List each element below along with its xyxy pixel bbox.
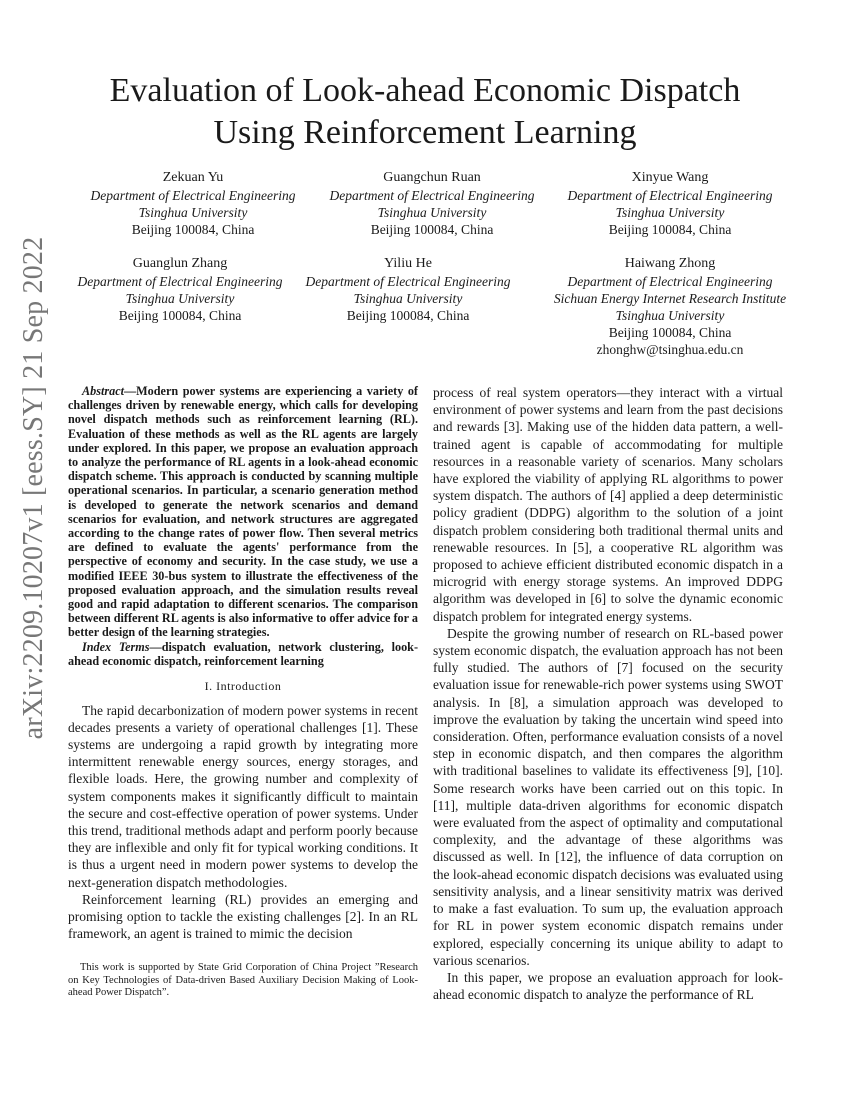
author-university: Sichuan Energy Internet Research Institute — [553, 291, 787, 306]
author-block — [545, 169, 795, 238]
index-terms-text: —dispatch evaluation, network clustering, look-ahead economic dispatch, reinforcement learning — [68, 639, 418, 668]
abstract-text: —Modern power systems are experiencing a variety of challenges driven by renewable energy, which calls for developing novel dispatch methods such as reinforcement learning (RL). Evaluation of these methods as well as the RL agents are largely under explored. In this paper, we propose an evaluation approach to analyze the performance of RL agents in a look-ahead economic dispatch scheme. This approach is conducted by scanning multiple operational scenarios. In particular, a scenario generation method is developed to generate the network scenarios and demand scenarios for evaluation, and network structures are aggregated according to the change rates of power flow. Then several metrics are defined to evaluate the agents' performance from the perspective of economy and security. In the case study, we use a modified IEEE 30-bus system to illustrate the effectiveness of the proposed evaluation approach, and the simulation results reveal good and rapid adaptation to different scenarios. The comparison between different RL agents is also informative to offer advice for a better design of the learning strategies. — [68, 384, 418, 640]
author-university: Tsinghua University — [615, 205, 725, 220]
author-university: Tsinghua University — [138, 205, 248, 220]
paragraph: The rapid decarbonization of modern power systems in recent decades presents a variety of operational challenges [1]. These systems are undergoing a rapid growth by integrating more intermittent renewable energy sources, energy storages, and flexible loads. Here, the growing number and complexity of system components makes it significantly difficult to maintain the secure and cost-effective operation of power systems. Under this trend, traditional methods adapt and perform poorly because they are inflexible and only fit for typical working conditions. It is thus a urgent need in modern power systems to develop the next-generation dispatch methodologies. — [68, 702, 418, 890]
author-city: Beijing 100084, China — [131, 222, 255, 237]
abstract — [68, 384, 418, 640]
paper-title — [80, 70, 770, 154]
author-dept: Department of Electrical Engineering — [329, 188, 535, 203]
author-university: Tsinghua University — [377, 205, 487, 220]
paragraph: In this paper, we propose an evaluation approach for look-ahead economic dispatch to analyze the performance of RL — [433, 969, 783, 1003]
author-name: Yiliu He — [384, 256, 432, 271]
title-line-2: Using Reinforcement Learning — [213, 114, 637, 151]
author-block — [68, 169, 318, 238]
author-block — [307, 169, 557, 238]
author-name: Guanglun Zhang — [132, 256, 228, 271]
author-name: Guangchun Ruan — [383, 170, 481, 185]
arxiv-id: arXiv:2209.10207v1 [eess.SY] 21 Sep 2022 — [18, 236, 49, 739]
section-heading: I. Introduction — [204, 679, 282, 694]
author-university: Tsinghua University — [125, 291, 235, 306]
footnote — [68, 962, 418, 1000]
author-dept: Department of Electrical Engineering — [567, 188, 773, 203]
author-university: Tsinghua University — [353, 291, 463, 306]
author-email: zhonghw@tsinghua.edu.cn — [596, 342, 744, 357]
author-block — [525, 255, 815, 358]
left-column — [68, 384, 418, 942]
author-city: Beijing 100084, China — [346, 308, 470, 323]
author-dept: Department of Electrical Engineering — [567, 274, 773, 289]
index-terms-label: Index Terms — [82, 639, 150, 654]
paragraph: process of real system operators—they interact with a virtual environment of power systems and learn from the past decisions and rewards [3]. Making use of the hidden data pattern, a well-trained agent is capable of accommodating for multiple resources in a reasonable variety of scenarios. Many scholars have explored the viability of applying RL algorithms to power system dispatch. The authors of [4] applied a deep deterministic policy gradient (DDPG) algorithm to the solution of a joint dispatch problem considering both traditional thermal units and renewable resources. In [5], a cooperative RL algorithm was proposed to achieve efficient distributed economic dispatch in a microgrid with energy storage systems. An improved DDPG algorithm was developed in [6] to solve the dynamic economic dispatch problem for integrated energy systems. — [433, 385, 783, 624]
author-name: Zekuan Yu — [162, 170, 224, 185]
author-city: Beijing 100084, China — [370, 222, 494, 237]
author-dept: Department of Electrical Engineering — [77, 274, 283, 289]
author-dept: Department of Electrical Engineering — [305, 274, 511, 289]
right-column — [433, 384, 783, 1003]
paragraph: Despite the growing number of research on RL-based power system economic dispatch, the evaluation approach has not been fully studied. The authors of [7] focused on the security evaluation issue for renewable-rich power systems using SWOT analysis. In [8], a simulation approach was developed to improve the evaluation by taking the uncertain wind speed into consideration. Often, performance evaluation consists of a novel step in economic dispatch, and then compares the algorithm with traditional baselines to validate its effectiveness [9], [10]. Some research works have been carried out on this topic. In [11], multiple data-driven algorithms for economic dispatch were evaluated from the aspect of optimality and computational complexity, and the advantage of these algorithms was discussed as well. In [12], the influence of data corruption on the look-ahead economic dispatch decisions was evaluated using sensitivity analysis, and a linear sensitivity matrix was derived to make a fast evaluation. To sum up, the evaluation approach for RL in power system economic dispatch remains under explored, especially concerning its unique ability to adapt to various scenarios. — [433, 625, 783, 968]
author-name: Haiwang Zhong — [624, 256, 716, 271]
author-name: Xinyue Wang — [631, 170, 709, 185]
author-city: Beijing 100084, China — [118, 308, 242, 323]
footnote-text: This work is supported by State Grid Corporation of China Project ”Research on Key Technologies of Data-driven Based Auxiliary Decision Making of Look-ahead Power Dispatch”. — [68, 962, 418, 998]
index-terms — [68, 640, 418, 668]
author-city: Beijing 100084, China — [608, 222, 732, 237]
title-line-1: Evaluation of Look-ahead Economic Dispatch — [109, 72, 741, 109]
author-university-2: Tsinghua University — [615, 308, 725, 323]
arxiv-watermark — [12, 236, 56, 739]
author-city: Beijing 100084, China — [608, 325, 732, 340]
author-dept: Department of Electrical Engineering — [90, 188, 296, 203]
abstract-label: Abstract — [82, 384, 124, 398]
author-block — [55, 255, 305, 324]
paragraph: Reinforcement learning (RL) provides an emerging and promising option to tackle the existing challenges [2]. In an RL framework, an agent is trained to mimic the decision — [68, 891, 418, 942]
author-block — [283, 255, 533, 324]
